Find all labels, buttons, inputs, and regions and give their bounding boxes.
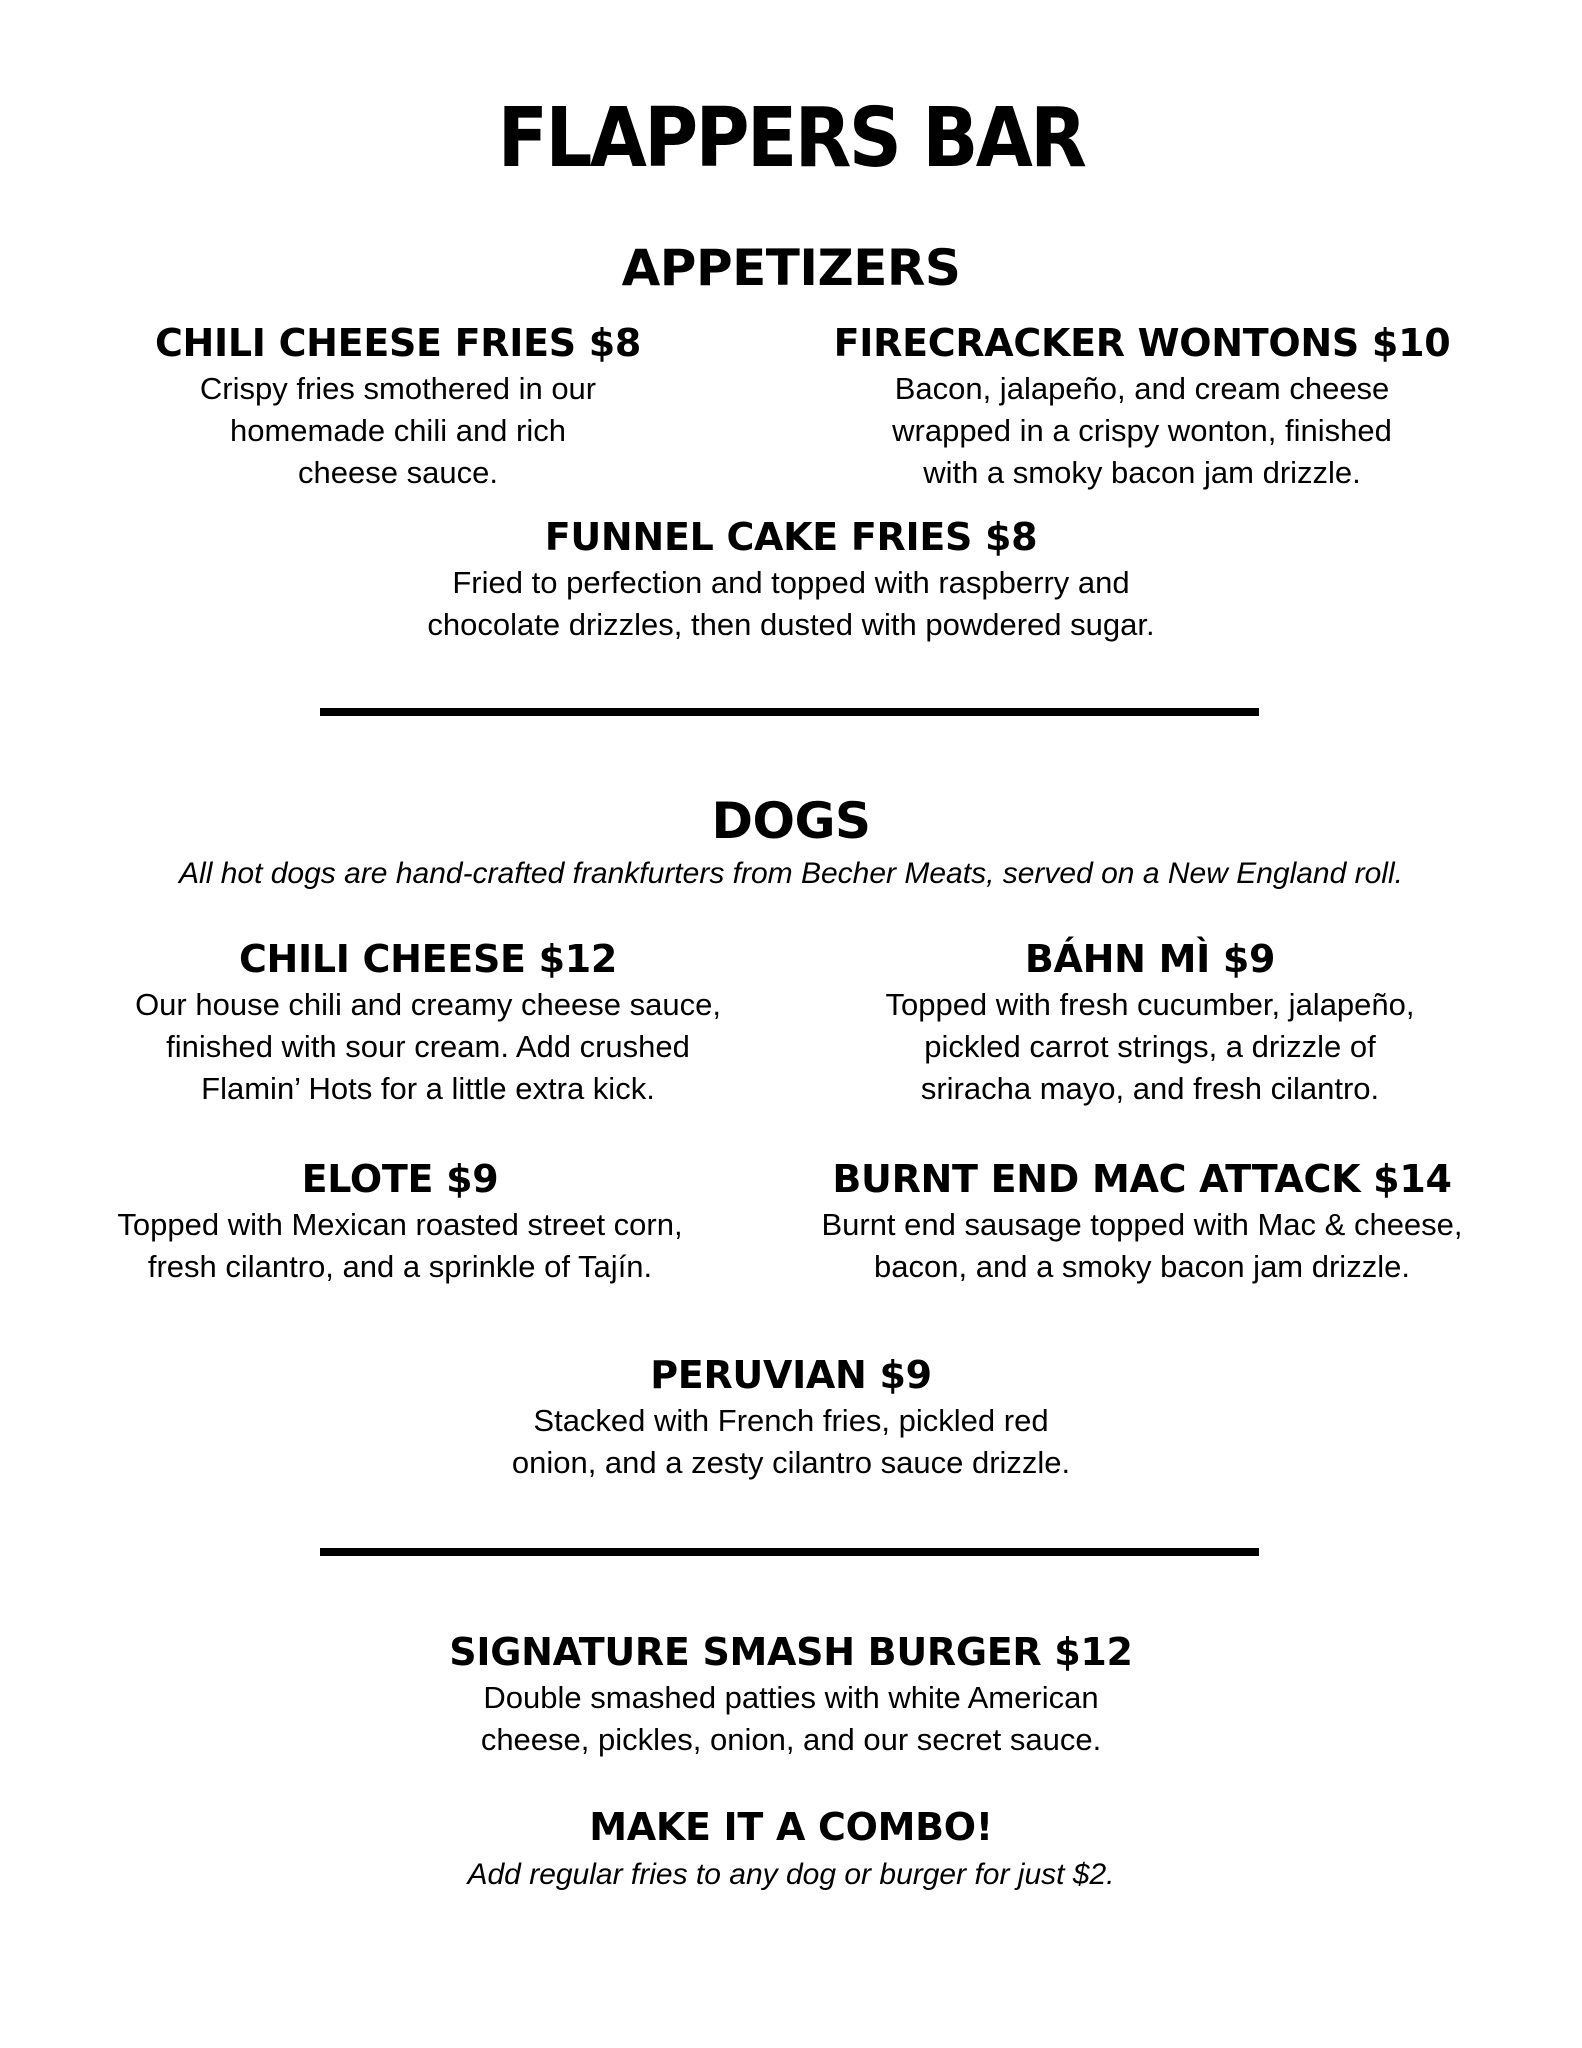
item-name: FUNNEL CAKE FRIES $8 — [544, 515, 1038, 559]
item-description: Crispy fries smothered in our homemade chili and rich cheese sauce. — [199, 371, 597, 490]
menu-item-burnt-end-mac-attack — [782, 1157, 1502, 1288]
menu-item-signature-smash-burger — [341, 1630, 1241, 1761]
item-description: Bacon, jalapeño, and cream cheese wrapped in a crispy wonton, finished with a smoky bacon jam drizzle. — [892, 371, 1392, 490]
combo-note: Add regular fries to any dog or burger for just $2. — [467, 1858, 1115, 1891]
item-name: BÁHN MÌ $9 — [1024, 937, 1276, 981]
appetizers-heading: APPETIZERS — [621, 239, 961, 297]
section-divider — [320, 1548, 1259, 1556]
combo-heading-block — [341, 1805, 1241, 1849]
menu-item-bahn-mi — [800, 937, 1500, 1110]
item-name: CHILI CHEESE FRIES $8 — [154, 321, 642, 365]
item-description: Our house chili and creamy cheese sauce, finished with sour cream. Add crushed Flamin’ Hots for a little extra kick. — [135, 987, 721, 1106]
menu-item-firecracker-wontons — [792, 321, 1492, 494]
menu-item-elote — [50, 1157, 750, 1288]
item-name: ELOTE $9 — [301, 1157, 499, 1201]
menu-item-peruvian — [391, 1353, 1191, 1484]
menu-item-chili-cheese-dog — [90, 937, 766, 1110]
item-name: BURNT END MAC ATTACK $14 — [832, 1157, 1452, 1201]
dogs-intro: All hot dogs are hand-crafted frankfurters from Becher Meats, served on a New England roll. — [179, 857, 1403, 890]
item-description: Topped with fresh cucumber, jalapeño, pickled carrot strings, a drizzle of sriracha mayo, and fresh cilantro. — [885, 987, 1415, 1106]
item-description: Stacked with French fries, pickled red onion, and a zesty cilantro sauce drizzle. — [511, 1403, 1071, 1480]
item-name: FIRECRACKER WONTONS $10 — [833, 321, 1451, 365]
item-description: Fried to perfection and topped with raspberry and chocolate drizzles, then dusted with powdered sugar. — [427, 565, 1155, 642]
item-name: CHILI CHEESE $12 — [238, 937, 618, 981]
dogs-heading: DOGS — [711, 792, 871, 850]
item-name: PERUVIAN $9 — [650, 1353, 932, 1397]
menu-item-funnel-cake-fries — [291, 515, 1291, 646]
menu-item-chili-cheese-fries — [60, 321, 736, 494]
item-description: Double smashed patties with white American cheese, pickles, onion, and our secret sauce. — [480, 1680, 1102, 1757]
section-divider — [320, 708, 1259, 716]
restaurant-title: FLAPPERS BAR — [497, 91, 1085, 186]
item-description: Burnt end sausage topped with Mac & cheese, bacon, and a smoky bacon jam drizzle. — [821, 1207, 1463, 1284]
combo-heading: MAKE IT A COMBO! — [589, 1805, 993, 1849]
item-description: Topped with Mexican roasted street corn, fresh cilantro, and a sprinkle of Tajín. — [117, 1207, 683, 1284]
item-name: SIGNATURE SMASH BURGER $12 — [449, 1630, 1133, 1674]
